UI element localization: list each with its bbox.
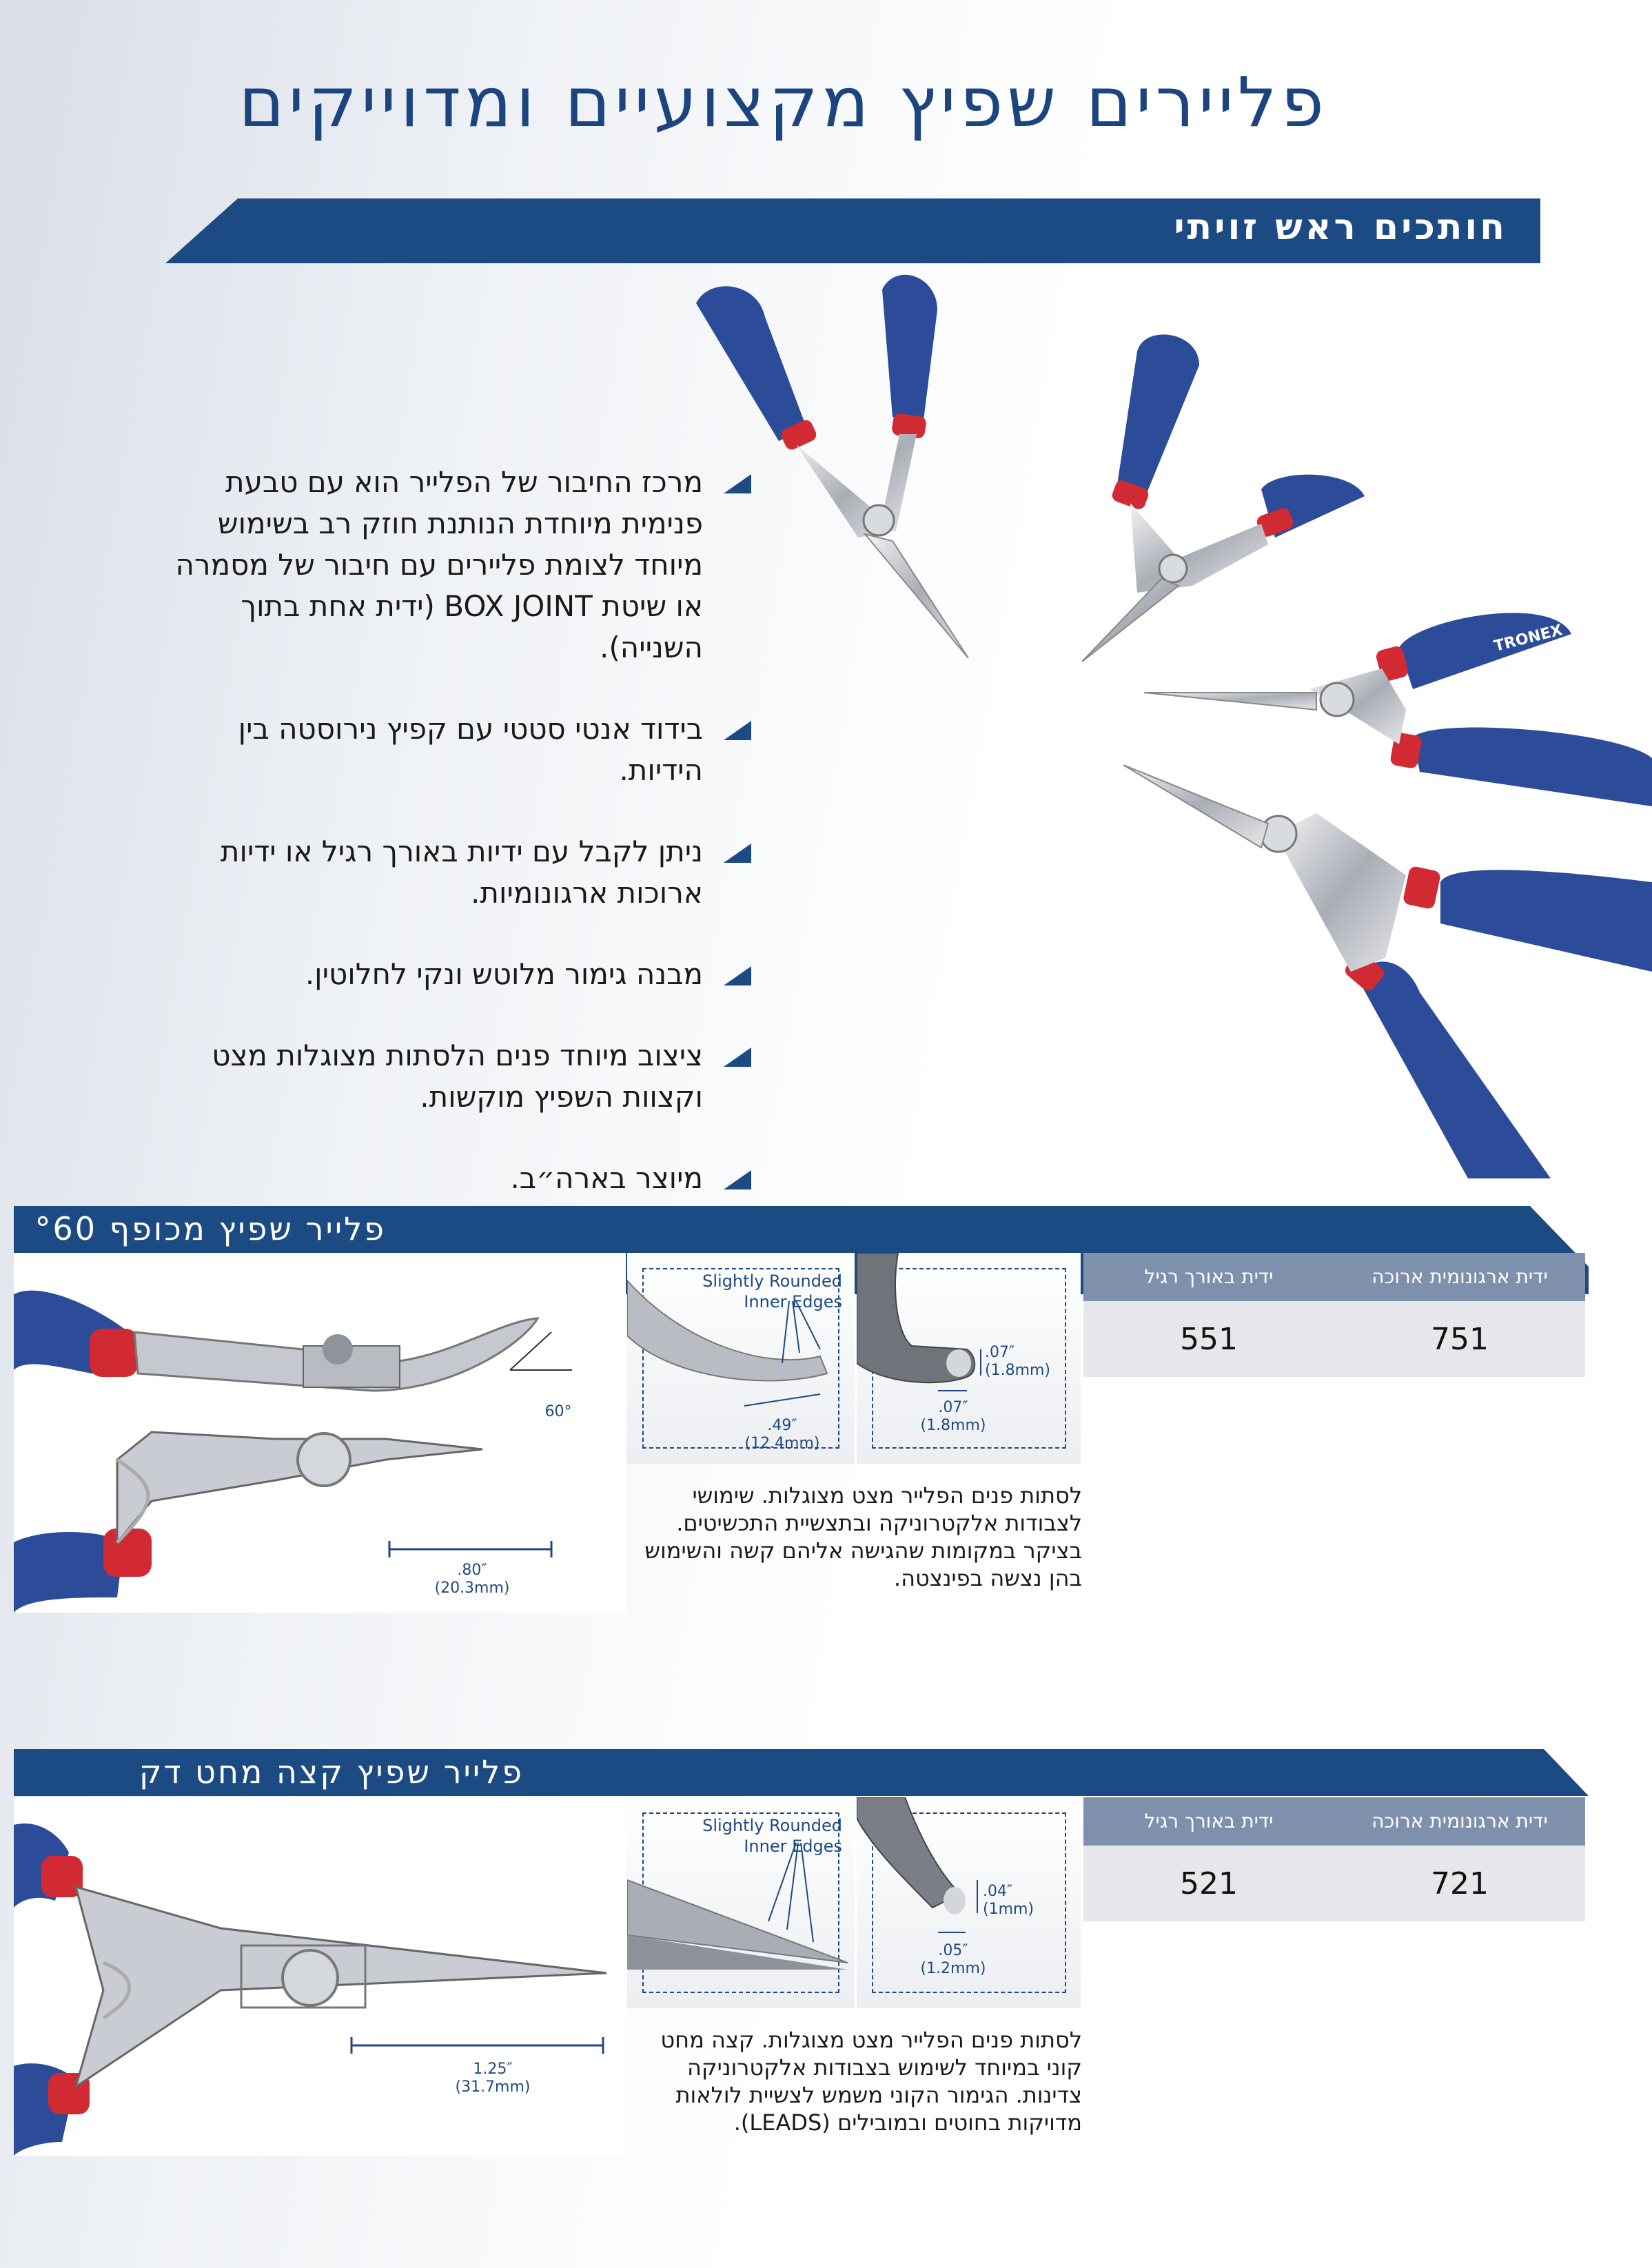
bullet-triangle-icon bbox=[724, 474, 751, 493]
feature-item: מבנה גימור מלוטש ונקי לחלוטין. bbox=[159, 954, 751, 995]
plier-illustration bbox=[1144, 613, 1652, 806]
brand-logo: TRONEX bbox=[1492, 622, 1564, 655]
edge-detail-label: Slightly Rounded Inner Edges bbox=[702, 1816, 842, 1856]
product-description: לסתות פנים הפלייר מצט מצוגלות. שימושי לצבודות אלקטרוניקה ובתצשיית התכשיטים. בציקר במקומות שהגישה אליהם קשה והשימוש בהן נצשה בפינצטה. bbox=[644, 1482, 1082, 1591]
model-ergonomic: 751 bbox=[1334, 1301, 1585, 1377]
product-banner-title: פלייר שפיץ מכופף °60 bbox=[34, 1210, 386, 1247]
model-regular: 521 bbox=[1083, 1846, 1334, 1921]
model-table bbox=[1083, 1253, 1585, 1377]
bullet-triangle-icon bbox=[724, 844, 751, 863]
edge-dimension: .49″ (12.4mm) bbox=[744, 1417, 820, 1452]
tip-width-dimension: .05″ (1.2mm) bbox=[920, 1942, 986, 1977]
col-ergonomic-header: ידית ארגונומית ארוכה bbox=[1334, 1797, 1585, 1846]
bullet-triangle-icon bbox=[724, 1048, 751, 1067]
product-description: לסתות פנים הפלייר מצט מצוגלות. קצה מחט קוני במיוחד לשימוש בצבודות אלקטרוניקה צדינות. הגימור הקוני משמש לצשיית לולאות מדויקות בחוטים ובמובילים (LEADS). bbox=[660, 2027, 1082, 2136]
col-ergonomic-header: ידית ארגונומית ארוכה bbox=[1334, 1253, 1585, 1301]
product-photo bbox=[14, 1253, 626, 1613]
feature-item: בידוד אנטי סטטי עם קפיץ נירוסטה בין הידיות. bbox=[159, 708, 751, 791]
plier-illustration bbox=[1123, 765, 1652, 1178]
tip-height-dimension: .04″ (1mm) bbox=[983, 1883, 1034, 1918]
feature-list bbox=[159, 462, 751, 1239]
feature-item: מרכז החיבור של הפלייר הוא עם טבעת פנימית מיוחדת הנותנת חוזק רב בשימוש מיוחד לצומת פליירים עם חיבור של מסמרה או שיטת BOX JOINT (ידית אחת בתוך השנייה). bbox=[159, 462, 751, 668]
plier-illustration bbox=[1082, 334, 1365, 662]
tip-height-dimension: .07″ (1.8mm) bbox=[985, 1344, 1051, 1379]
section-banner-title: חותכים ראש זויתי bbox=[1174, 207, 1507, 248]
model-ergonomic: 721 bbox=[1334, 1846, 1585, 1921]
bullet-triangle-icon bbox=[724, 1170, 751, 1189]
col-regular-header: ידית באורך רגיל bbox=[1083, 1253, 1334, 1301]
bullet-triangle-icon bbox=[724, 721, 751, 740]
edge-detail-image bbox=[627, 1253, 855, 1464]
product-banner-title: פלייר שפיץ קצה מחט דק bbox=[139, 1753, 524, 1790]
angle-label: 60° bbox=[544, 1403, 572, 1420]
edge-detail-image bbox=[627, 1797, 855, 2008]
feature-item: מיוצר בארה״ב. bbox=[159, 1158, 751, 1199]
edge-detail-label: Slightly Rounded Inner Edges bbox=[702, 1271, 842, 1311]
bullet-triangle-icon bbox=[724, 966, 751, 985]
product-photo bbox=[14, 1797, 626, 2156]
tip-width-dimension: .07″ (1.8mm) bbox=[920, 1399, 986, 1434]
col-regular-header: ידית באורך רגיל bbox=[1083, 1797, 1334, 1846]
hero-pliers-image bbox=[655, 262, 1652, 1178]
feature-item: ציצוב מיוחד פנים הלסתות מצוגלות מצט וקצוות השפיץ מוקשות. bbox=[159, 1035, 751, 1118]
tip-detail-image bbox=[857, 1797, 1081, 2008]
model-regular: 551 bbox=[1083, 1301, 1334, 1377]
jaw-length-dimension: 1.25″ (31.7mm) bbox=[455, 2061, 531, 2096]
page-title: פליירים שפיץ מקצועיים ומדוייקים bbox=[238, 62, 1328, 143]
feature-item: ניתן לקבל עם ידיות באורך רגיל או ידיות ארוכות ארגונומיות. bbox=[159, 831, 751, 914]
jaw-length-dimension: .80″ (20.3mm) bbox=[434, 1562, 510, 1597]
tip-detail-image bbox=[857, 1253, 1081, 1464]
model-table bbox=[1083, 1797, 1585, 1921]
